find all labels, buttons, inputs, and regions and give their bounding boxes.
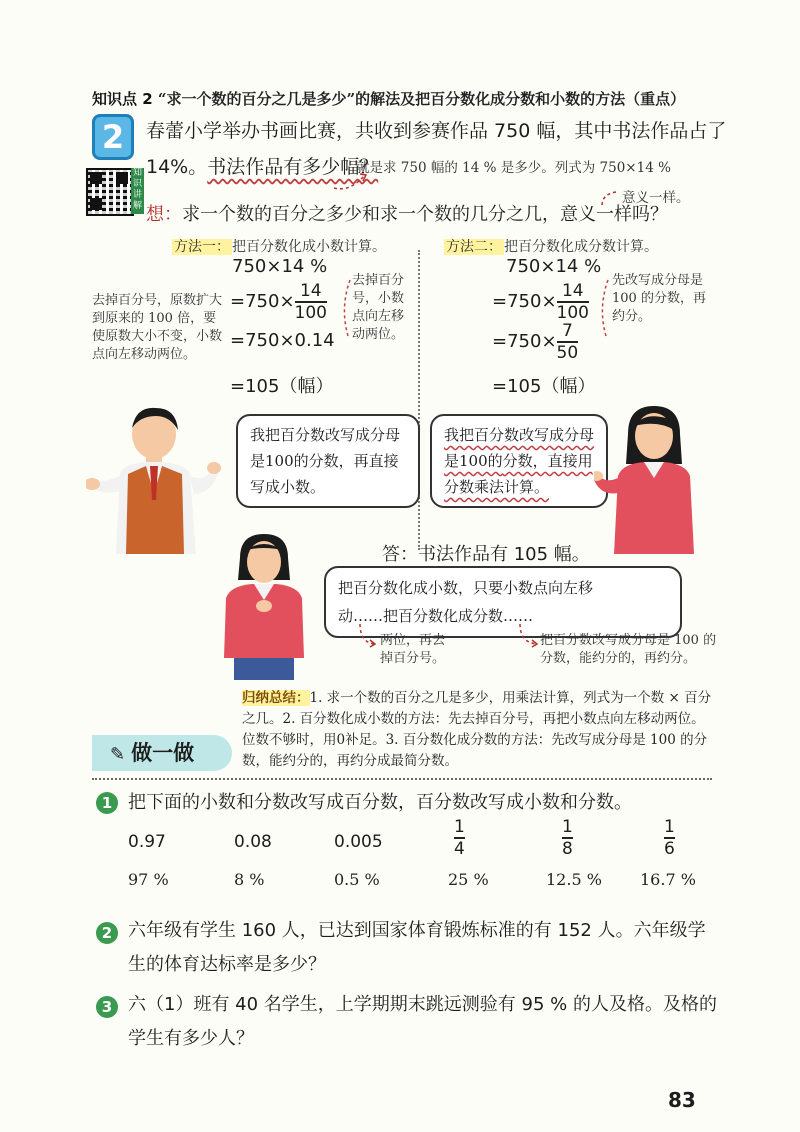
boy-speech-bubble: 我把百分数改写成分母是100的分数，再直接写成小数。	[236, 414, 420, 508]
item-decimal-1: 0.97	[128, 832, 166, 852]
question-2-number: 2	[96, 922, 118, 944]
method2-step3-prefix: =750×	[492, 330, 557, 352]
answer-2: 8 %	[234, 870, 265, 889]
think-line	[146, 198, 668, 232]
method2-frac2-num: 7	[561, 321, 573, 341]
method2-header	[444, 236, 658, 256]
method1-step2-prefix: =750×	[230, 290, 295, 312]
boy-illustration	[86, 404, 226, 554]
frac2-den: 8	[562, 838, 573, 859]
answer-1: 97 %	[128, 870, 169, 889]
item-decimal-2: 0.08	[234, 832, 272, 852]
answer-3: 0.5 %	[334, 870, 380, 889]
method2-frac-den: 100	[556, 302, 589, 323]
answer-6: 16.7 %	[640, 870, 696, 889]
girl2-arrow2-icon	[514, 622, 540, 648]
frac1-den: 4	[454, 838, 465, 859]
method1-left-note: 去掉百分号，原数扩大到原来的 100 倍，要使原数大小不变，小数点向左移动两位。	[92, 293, 223, 362]
method2-step2	[492, 282, 589, 322]
method1-label: 方法一：	[174, 239, 230, 255]
girl-speech-bubble	[430, 414, 608, 508]
qr-code-icon[interactable]	[86, 168, 134, 216]
method2-right-note: 先改写成分母是 100 的分数，再约分。	[612, 273, 706, 324]
knowledge-point-title	[92, 88, 685, 109]
item-fraction-3	[664, 818, 675, 858]
method1-step3: =750×0.14	[230, 330, 335, 351]
summary-block	[242, 688, 712, 772]
problem-line-1: 春蕾小学举办书画比赛，共收到参赛作品 750 幅，其中书法作品占了	[146, 120, 727, 142]
method2-step1: 750×14 %	[506, 256, 602, 277]
problem-question: 书法作品有多少幅？	[207, 156, 379, 178]
think-question: 求一个数的百分之多少和求一个数的几分之几，意义一样吗？	[182, 204, 668, 225]
question-1-text: 把下面的小数和分数改写成百分数，百分数改写成小数和分数。	[128, 792, 632, 813]
kp-text: “求一个数的百分之几是多少”的解法及把百分数化成分数和小数的方法（重点）	[157, 90, 686, 108]
girl2-illustration	[218, 532, 308, 682]
summary-label: 归纳总结：	[242, 690, 310, 706]
method1-frac-den: 100	[294, 302, 327, 323]
practice-divider	[92, 778, 712, 780]
summary-text: 1. 求一个数的百分之几是多少，用乘法计算，列式为一个数 × 百分之几。2. 百分数化成小数的方法：先去掉百分号，再把小数点向左移动两位。位数不够时，用0补足。3. 百分数化成分数的方法：先改写成分母是 100 的分数，能约分的，再约分成最简分数。	[242, 690, 712, 769]
example-number-box: 2	[92, 114, 134, 160]
girl2-arrow1-icon	[354, 622, 378, 648]
girl2-bubble-line1: 把百分数化成小数，只要小数点向左移	[338, 579, 594, 597]
answer-text: 答：书法作品有 105 幅。	[382, 544, 590, 565]
answer-5: 12.5 %	[546, 870, 602, 889]
question-3-text: 六（1）班有 40 名学生，上学期期末跳远测验有 95 % 的人及格。及格的学生有多少人？	[128, 994, 717, 1049]
method2-frac2-den: 50	[556, 342, 579, 363]
problem-percent: 14%。	[146, 156, 208, 178]
girl-illustration	[594, 404, 714, 554]
item-decimal-3: 0.005	[334, 832, 383, 852]
method-divider	[418, 250, 420, 550]
question-1-number: 1	[96, 792, 118, 814]
practice-title: 做一做	[131, 741, 195, 765]
frac3-num: 1	[664, 817, 675, 837]
answer-4: 25 %	[448, 870, 489, 889]
note-arrow-icon	[330, 170, 370, 192]
practice-header	[92, 735, 232, 771]
method1-right-note: 去掉百分号，小数点向左移动两位。	[352, 273, 405, 342]
frac1-num: 1	[454, 817, 465, 837]
method2-step4: =105（幅）	[492, 376, 596, 397]
method2-frac-num: 14	[561, 281, 584, 301]
frac3-den: 6	[664, 838, 675, 859]
method1-desc: 把百分数化成小数计算。	[232, 239, 386, 255]
question-2-text: 六年级有学生 160 人，已达到国家体育锻炼标准的有 152 人。六年级学生的体育达标率是多少？	[128, 920, 706, 975]
girl2-bubble-line2: 动……把百分数化成分数……	[338, 607, 534, 625]
question-3-number: 3	[96, 996, 118, 1018]
method1-frac-num: 14	[299, 281, 322, 301]
frac2-num: 1	[562, 817, 573, 837]
method1-bracket-arrow-icon	[338, 278, 354, 340]
method2-fraction	[557, 282, 589, 322]
problem-note: 就是求 750 幅的 14 % 是多少。列式为 750×14 %	[356, 160, 671, 176]
method2-bracket-arrow-icon	[596, 278, 612, 340]
method1-header	[172, 236, 386, 256]
method1-step1: 750×14 %	[232, 256, 328, 277]
method2-label: 方法二：	[446, 239, 502, 255]
girl-bubble-part1: 我把百分数改写成分母是100的	[444, 426, 595, 470]
pencil-icon: ✎	[110, 744, 126, 765]
method2-desc: 把百分数化成分数计算。	[504, 239, 658, 255]
kp-number: 知识点 2	[92, 90, 153, 108]
girl-bubble-part2: 分数，直接用分数乘法计算。	[444, 452, 593, 496]
girl2-note1: 两位，再去掉百分号。	[380, 633, 446, 666]
method1-fraction	[295, 282, 327, 322]
page-number: 83	[668, 1088, 696, 1112]
qr-tag-label: 知识讲解	[131, 168, 144, 214]
item-fraction-1	[454, 818, 465, 858]
method2-fraction2	[557, 322, 579, 362]
method1-step2	[230, 282, 327, 322]
method1-step4: =105（幅）	[230, 376, 334, 397]
method2-step2-prefix: =750×	[492, 290, 557, 312]
think-label: 想：	[146, 204, 182, 225]
think-note: 意义一样。	[622, 190, 690, 206]
method2-step3	[492, 322, 578, 362]
girl2-note2: 把百分数改写成分母是 100 的分数，能约分的，再约分。	[540, 633, 717, 666]
item-fraction-2	[562, 818, 573, 858]
